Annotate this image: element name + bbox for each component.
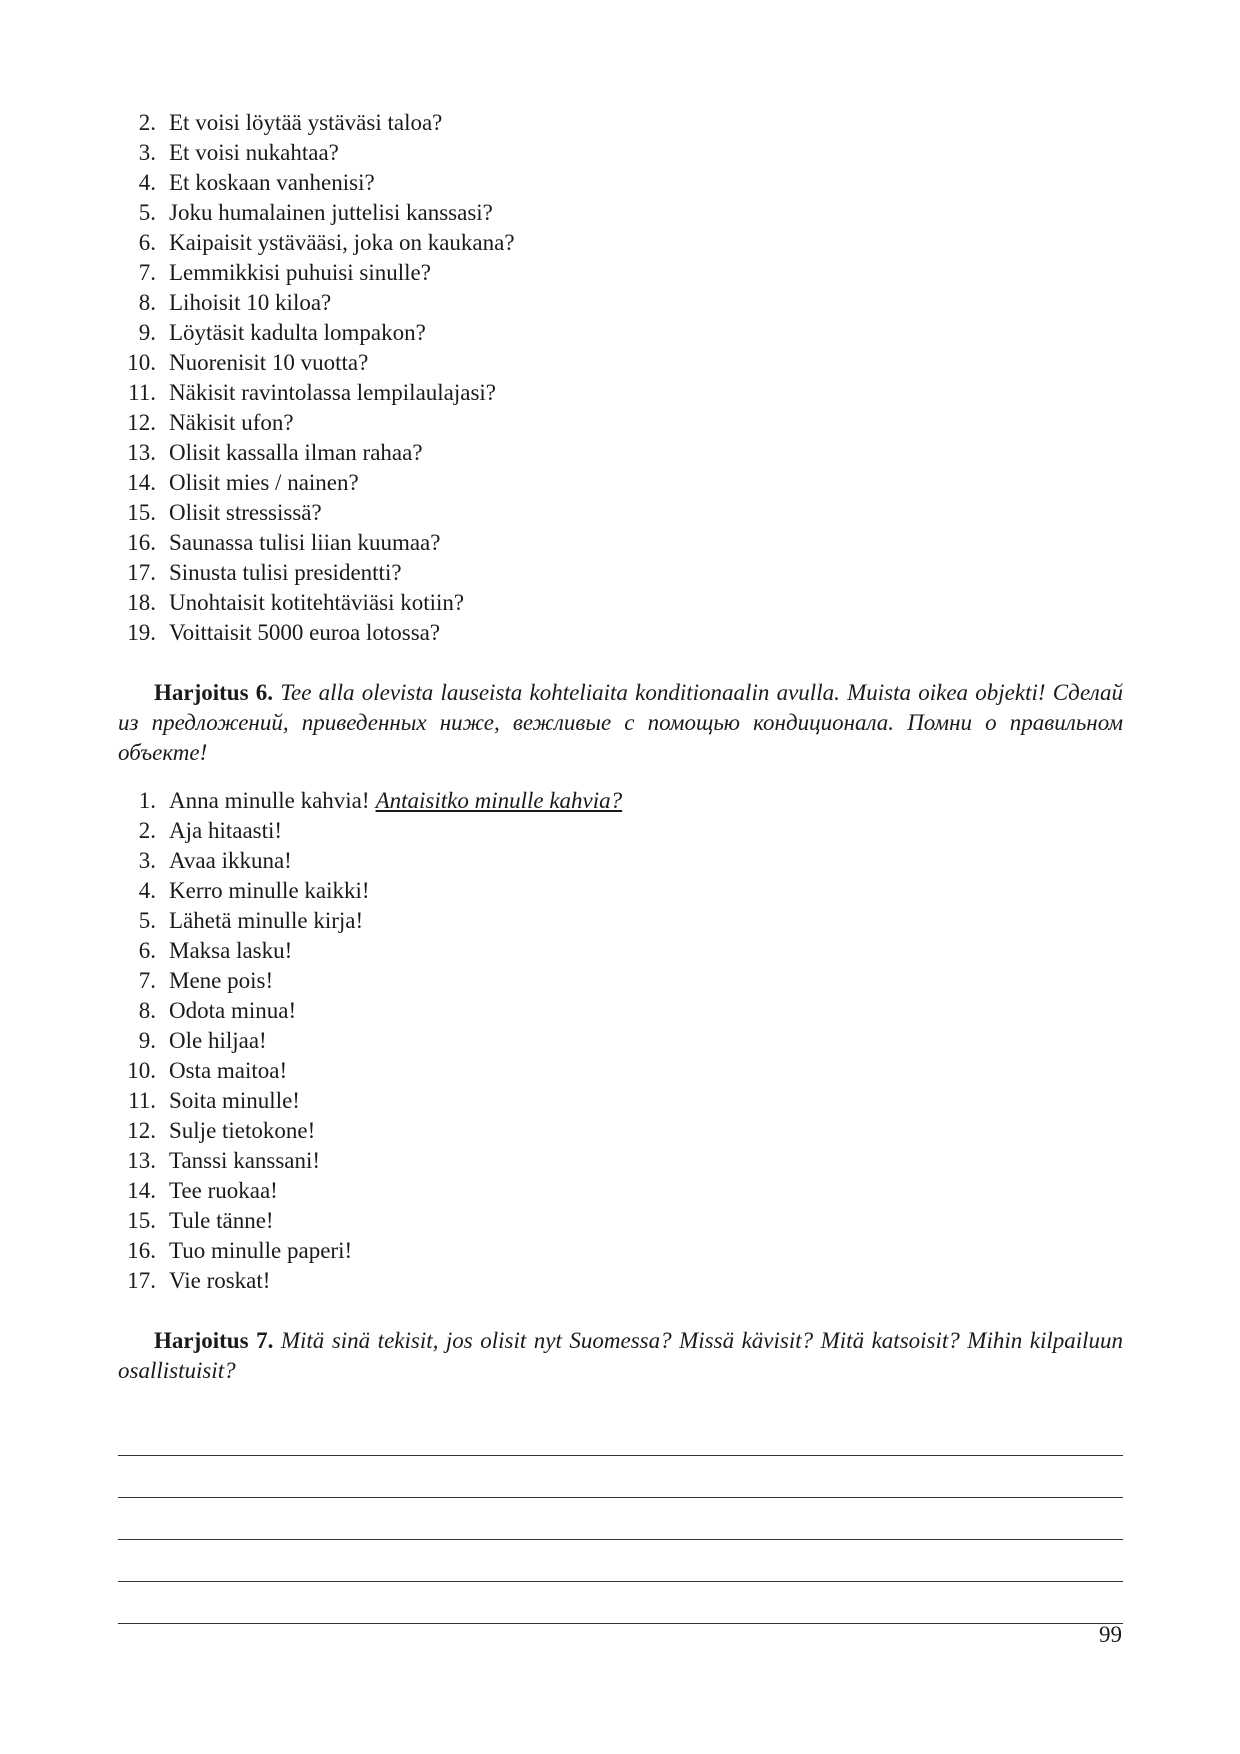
example-answer: Antaisitko minulle kahvia? xyxy=(375,788,623,813)
list-item-number: 7. xyxy=(138,260,156,285)
list-item xyxy=(118,906,1123,936)
list-item-text: Saunassa tulisi liian kuumaa? xyxy=(169,530,441,555)
list-item xyxy=(118,1266,1123,1296)
list-item xyxy=(118,1116,1123,1146)
exercise-6-instruction xyxy=(118,678,1123,768)
exercise-6-heading: Harjoitus 6. xyxy=(154,680,274,705)
exercise-7-instruction xyxy=(118,1326,1123,1386)
list-item-text: Joku humalainen juttelisi kanssasi? xyxy=(169,200,493,225)
list-item-number: 9. xyxy=(138,1028,156,1053)
list-item xyxy=(118,1026,1123,1056)
list-item xyxy=(118,318,1123,348)
answer-line[interactable] xyxy=(118,1540,1123,1582)
list-item-text: Tanssi kanssani! xyxy=(169,1148,321,1173)
list-item-number: 16. xyxy=(127,1238,156,1263)
list-item-text: Nuorenisit 10 vuotta? xyxy=(169,350,369,375)
list-item xyxy=(118,348,1123,378)
list-item-number: 10. xyxy=(127,350,156,375)
list-item-number: 13. xyxy=(127,1148,156,1173)
answer-line[interactable] xyxy=(118,1582,1123,1624)
list-item xyxy=(118,816,1123,846)
list-item-text: Löytäsit kadulta lompakon? xyxy=(169,320,426,345)
list-item-number: 8. xyxy=(138,998,156,1023)
list-item-number: 19. xyxy=(127,620,156,645)
list-item xyxy=(118,966,1123,996)
list-item-text: Anna minulle kahvia! xyxy=(169,788,370,813)
list-item-number: 14. xyxy=(127,1178,156,1203)
list-item xyxy=(118,408,1123,438)
list-item xyxy=(118,786,1123,816)
list-item-text: Et koskaan vanhenisi? xyxy=(169,170,375,195)
list-item xyxy=(118,258,1123,288)
list-item-number: 5. xyxy=(138,908,156,933)
list-item-number: 8. xyxy=(138,290,156,315)
list-item xyxy=(118,138,1123,168)
list-item-text: Lihoisit 10 kiloa? xyxy=(169,290,332,315)
exercise-5-list xyxy=(118,108,1123,648)
list-item xyxy=(118,1056,1123,1086)
list-item-number: 1. xyxy=(138,788,156,813)
list-item-number: 4. xyxy=(138,170,156,195)
list-item-number: 2. xyxy=(138,110,156,135)
list-item xyxy=(118,108,1123,138)
list-item xyxy=(118,936,1123,966)
exercise-6-text: Tee alla olevista lauseista kohteliaita konditionaalin avulla. Muista oikea objekti! Сделай из предложений, приведенных ниже, вежливые с помощью кондиционала. Помни о правильном объекте! xyxy=(118,680,1124,765)
list-item-number: 14. xyxy=(127,470,156,495)
list-item xyxy=(118,228,1123,258)
list-item-number: 16. xyxy=(127,530,156,555)
list-item-text: Et voisi nukahtaa? xyxy=(169,140,339,165)
list-item-text: Odota minua! xyxy=(169,998,297,1023)
answer-line[interactable] xyxy=(118,1498,1123,1540)
list-item xyxy=(118,498,1123,528)
list-item-text: Osta maitoa! xyxy=(169,1058,288,1083)
list-item-number: 2. xyxy=(138,818,156,843)
list-item xyxy=(118,588,1123,618)
list-item-text: Soita minulle! xyxy=(169,1088,300,1113)
list-item-text: Ole hiljaa! xyxy=(169,1028,267,1053)
list-item-number: 3. xyxy=(138,140,156,165)
answer-line[interactable] xyxy=(118,1456,1123,1498)
list-item-number: 17. xyxy=(127,1268,156,1293)
list-item-text: Lähetä minulle kirja! xyxy=(169,908,364,933)
list-item xyxy=(118,438,1123,468)
list-item-text: Tule tänne! xyxy=(169,1208,274,1233)
list-item-text: Mene pois! xyxy=(169,968,274,993)
page-number: 99 xyxy=(1099,1622,1122,1647)
list-item xyxy=(118,1236,1123,1266)
list-item xyxy=(118,528,1123,558)
list-item xyxy=(118,168,1123,198)
list-item xyxy=(118,1146,1123,1176)
list-item-number: 18. xyxy=(127,590,156,615)
exercise-7-text: Mitä sinä tekisit, jos olisit nyt Suomessa? Missä kävisit? Mitä katsoisit? Mihin kilpailuun osallistuisit? xyxy=(118,1328,1124,1383)
list-item-number: 4. xyxy=(138,878,156,903)
list-item-text: Avaa ikkuna! xyxy=(169,848,292,873)
list-item-text: Tee ruokaa! xyxy=(169,1178,278,1203)
list-item-number: 13. xyxy=(127,440,156,465)
list-item-number: 10. xyxy=(127,1058,156,1083)
exercise-6-list xyxy=(118,786,1123,1296)
list-item xyxy=(118,198,1123,228)
list-item-number: 9. xyxy=(138,320,156,345)
list-item-text: Olisit mies / nainen? xyxy=(169,470,359,495)
list-item-text: Olisit stressissä? xyxy=(169,500,322,525)
list-item-number: 7. xyxy=(138,968,156,993)
list-item xyxy=(118,618,1123,648)
list-item-number: 6. xyxy=(138,230,156,255)
list-item-number: 11. xyxy=(128,1088,156,1113)
list-item-number: 3. xyxy=(138,848,156,873)
list-item-number: 6. xyxy=(138,938,156,963)
list-item-number: 15. xyxy=(127,1208,156,1233)
list-item-text: Kaipaisit ystävääsi, joka on kaukana? xyxy=(169,230,515,255)
answer-lines xyxy=(118,1414,1123,1624)
list-item-text: Et voisi löytää ystäväsi taloa? xyxy=(169,110,443,135)
answer-line[interactable] xyxy=(118,1414,1123,1456)
list-item xyxy=(118,468,1123,498)
list-item xyxy=(118,1206,1123,1236)
list-item xyxy=(118,846,1123,876)
exercise-7-heading: Harjoitus 7. xyxy=(154,1328,274,1353)
list-item-text: Näkisit ufon? xyxy=(169,410,294,435)
list-item xyxy=(118,876,1123,906)
list-item-text: Voittaisit 5000 euroa lotossa? xyxy=(169,620,441,645)
list-item xyxy=(118,1086,1123,1116)
list-item-text: Kerro minulle kaikki! xyxy=(169,878,370,903)
list-item xyxy=(118,288,1123,318)
list-item-text: Maksa lasku! xyxy=(169,938,293,963)
list-item-text: Sinusta tulisi presidentti? xyxy=(169,560,402,585)
list-item-number: 11. xyxy=(128,380,156,405)
list-item-text: Vie roskat! xyxy=(169,1268,271,1293)
list-item-number: 5. xyxy=(138,200,156,225)
list-item-number: 17. xyxy=(127,560,156,585)
list-item-text: Olisit kassalla ilman rahaa? xyxy=(169,440,423,465)
list-item xyxy=(118,558,1123,588)
list-item xyxy=(118,378,1123,408)
list-item-text: Lemmikkisi puhuisi sinulle? xyxy=(169,260,431,285)
list-item-number: 15. xyxy=(127,500,156,525)
list-item-text: Näkisit ravintolassa lempilaulajasi? xyxy=(169,380,497,405)
list-item-text: Tuo minulle paperi! xyxy=(169,1238,353,1263)
list-item-text: Unohtaisit kotitehtäviäsi kotiin? xyxy=(169,590,465,615)
list-item-number: 12. xyxy=(127,1118,156,1143)
list-item-text: Aja hitaasti! xyxy=(169,818,283,843)
page-content xyxy=(118,108,1123,1624)
list-item xyxy=(118,1176,1123,1206)
list-item-number: 12. xyxy=(127,410,156,435)
list-item xyxy=(118,996,1123,1026)
list-item-text: Sulje tietokone! xyxy=(169,1118,316,1143)
